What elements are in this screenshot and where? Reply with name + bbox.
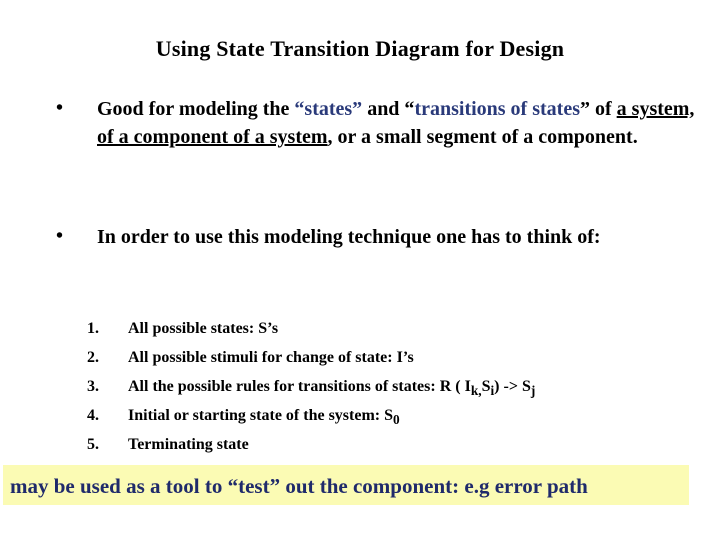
list-item-3-tail: ) -> S bbox=[494, 378, 531, 395]
list-item-4-sub: 0 bbox=[393, 412, 400, 428]
list-item-3-s: S bbox=[481, 378, 491, 395]
banner-text: may be used as a tool to “test” out the component: e.g error path bbox=[10, 474, 588, 498]
bullet1-underlined: a system, of a component of a system bbox=[97, 98, 695, 148]
list-item-5: Terminating state bbox=[128, 436, 249, 453]
list-item-3-sub-i: i bbox=[490, 383, 495, 399]
list-item-3-sub-j: j bbox=[530, 383, 536, 399]
list-item-3 bbox=[128, 378, 535, 399]
list-number-4: 4. bbox=[87, 407, 99, 424]
bullet1-part2: and “ bbox=[362, 98, 415, 120]
bullet-text-2: In order to use this modeling technique one has to think of: bbox=[97, 226, 601, 248]
list-number-5: 5. bbox=[87, 436, 99, 453]
bullet-marker-2: • bbox=[56, 225, 64, 247]
list-number-2: 2. bbox=[87, 349, 99, 366]
bullet-text-1 bbox=[97, 95, 697, 151]
list-number-1: 1. bbox=[87, 320, 99, 337]
bullet1-part1: Good for modeling the bbox=[97, 98, 295, 120]
bullet1-states-quote: “states” bbox=[294, 98, 363, 120]
bullet1-part3: ” of bbox=[579, 98, 617, 120]
list-item-3-main: All the possible rules for transitions of states: R ( I bbox=[128, 378, 471, 395]
list-item-4 bbox=[128, 407, 400, 428]
list-item-3-sub-k: k, bbox=[470, 383, 482, 399]
bullet-marker-1: • bbox=[56, 97, 64, 119]
bullet1-part4: , or a small segment of a component. bbox=[327, 126, 638, 148]
list-item-1: All possible states: S’s bbox=[128, 320, 279, 337]
list-item-2: All possible stimuli for change of state: I’s bbox=[128, 349, 414, 366]
bullet1-transitions-quote: transitions of states bbox=[414, 98, 580, 120]
list-number-3: 3. bbox=[87, 378, 99, 395]
list-item-4-main: Initial or starting state of the system: S bbox=[128, 407, 394, 424]
slide-title: Using State Transition Diagram for Design bbox=[155, 36, 565, 61]
